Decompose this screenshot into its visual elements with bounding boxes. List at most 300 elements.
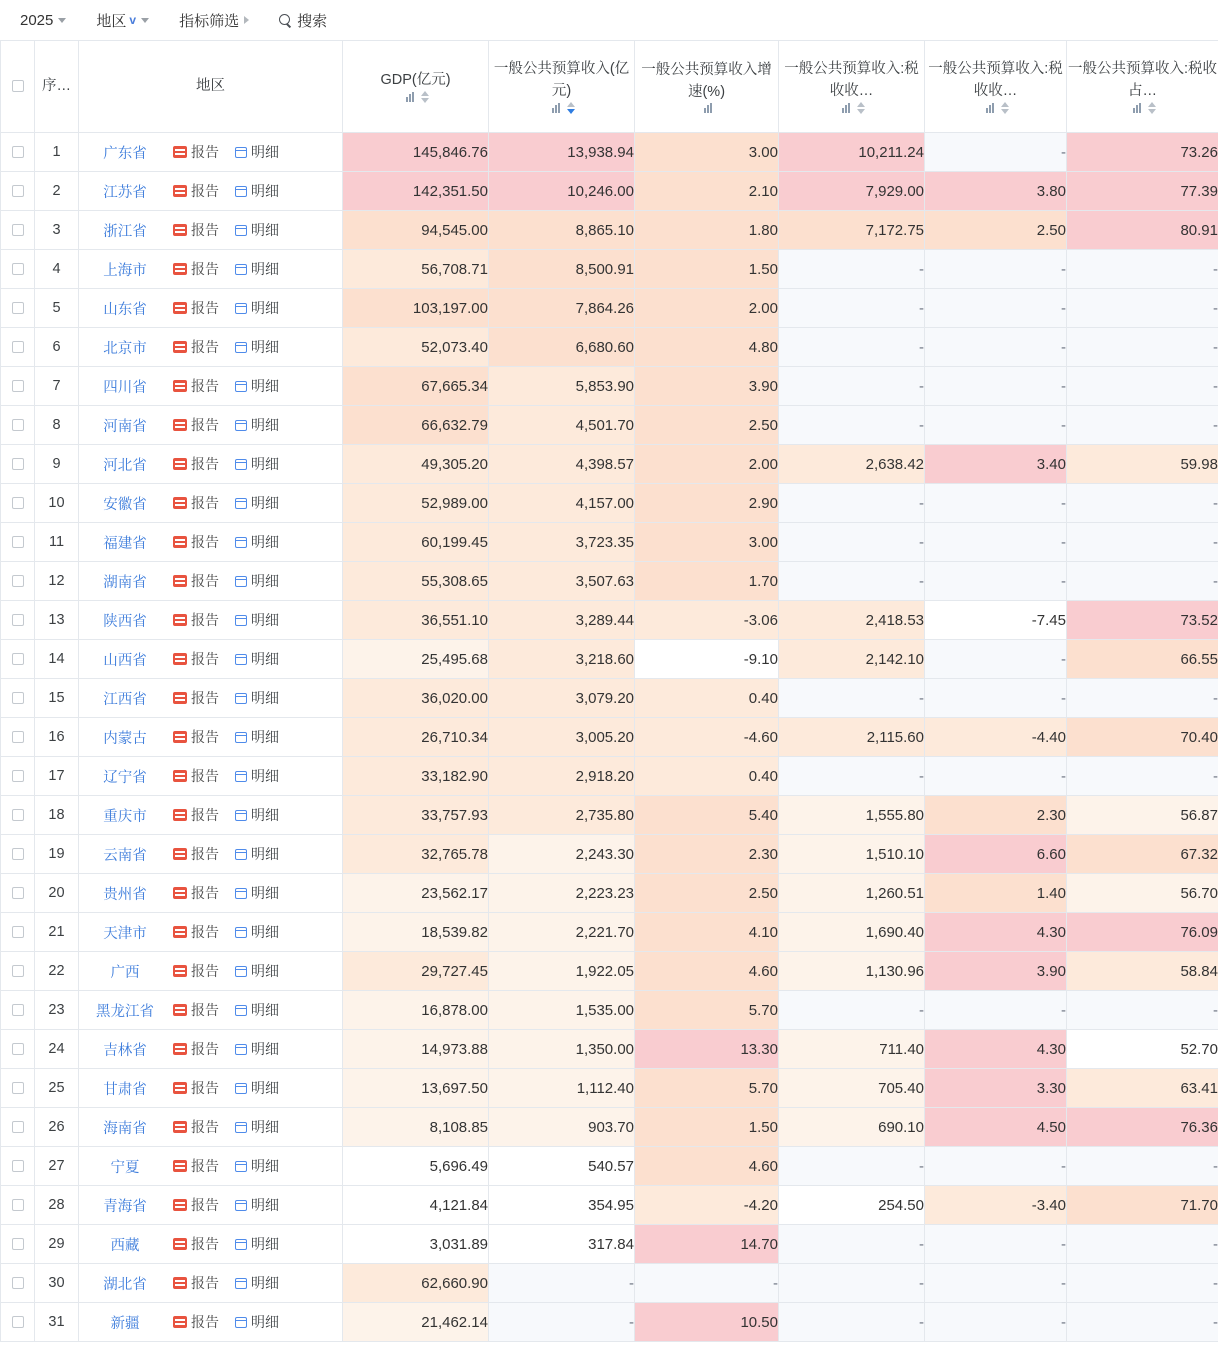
table-row[interactable] [1,250,1218,289]
checkbox-icon[interactable] [12,224,24,236]
table-row[interactable] [1,796,1218,835]
detail-label: 明细 [251,573,279,589]
row-checkbox-cell[interactable] [1,1186,35,1225]
detail-link[interactable] [235,415,279,435]
report-link[interactable] [173,922,219,942]
table-row[interactable] [1,757,1218,796]
gdp-cell: 8,108.85 [343,1108,489,1147]
report-link[interactable] [173,844,219,864]
checkbox-icon[interactable] [12,731,24,743]
table-row[interactable] [1,523,1218,562]
report-link[interactable] [173,220,219,240]
table-row[interactable] [1,913,1218,952]
detail-link[interactable] [235,493,279,513]
detail-label: 明细 [251,885,279,901]
detail-link[interactable] [235,805,279,825]
report-link[interactable] [173,883,219,903]
table-row[interactable] [1,952,1218,991]
tax-share-cell: 77.39 [1067,172,1218,211]
sheet-icon [235,615,247,626]
growth-cell: 10.50 [635,1303,779,1342]
report-link[interactable] [173,1312,219,1332]
row-index: 7 [35,367,79,406]
table-row[interactable] [1,211,1218,250]
report-link[interactable] [173,298,219,318]
region-selector[interactable] [90,7,155,34]
table-row[interactable] [1,874,1218,913]
search-button[interactable] [273,7,333,34]
row-checkbox-cell[interactable] [1,172,35,211]
detail-link[interactable] [235,727,279,747]
region-cell [79,484,343,523]
row-checkbox-cell[interactable] [1,757,35,796]
detail-link[interactable] [235,1156,279,1176]
checkbox-icon[interactable] [12,185,24,197]
growth-cell: 5.70 [635,991,779,1030]
region-link[interactable]: 福建省 [103,535,147,552]
sheet-icon [235,654,247,665]
detail-label: 明细 [251,261,279,277]
report-link[interactable] [173,1039,219,1059]
bar-chart-icon[interactable] [986,103,994,113]
table-row[interactable] [1,601,1218,640]
table-row[interactable] [1,172,1218,211]
row-checkbox-cell[interactable] [1,1147,35,1186]
revenue-cell: 13,938.94 [489,133,635,172]
gdp-cell: 36,551.10 [343,601,489,640]
checkbox-icon[interactable] [12,1043,24,1055]
growth-cell: 3.90 [635,367,779,406]
tax-growth-cell: -7.45 [925,601,1067,640]
row-checkbox-cell[interactable] [1,796,35,835]
region-link[interactable]: 安徽省 [103,496,147,513]
region-link[interactable]: 黑龙江省 [96,1003,154,1020]
header-tax-share[interactable] [1067,41,1218,133]
detail-link[interactable] [235,1039,279,1059]
tax-revenue-cell: 690.10 [779,1108,925,1147]
report-link[interactable] [173,181,219,201]
gdp-cell: 49,305.20 [343,445,489,484]
table-row[interactable] [1,1030,1218,1069]
checkbox-icon[interactable] [12,380,24,392]
detail-link[interactable] [235,883,279,903]
revenue-cell: 354.95 [489,1186,635,1225]
tax-revenue-cell: - [779,1225,925,1264]
region-cell [79,133,343,172]
gdp-cell: 94,545.00 [343,211,489,250]
growth-cell: 2.50 [635,406,779,445]
detail-link[interactable] [235,844,279,864]
row-checkbox-cell[interactable] [1,679,35,718]
report-link[interactable] [173,1195,219,1215]
table-row[interactable] [1,1303,1218,1342]
tax-revenue-cell: - [779,289,925,328]
tax-growth-cell: - [925,991,1067,1030]
region-link[interactable]: 重庆市 [103,808,147,825]
growth-cell: 2.30 [635,835,779,874]
table-row[interactable] [1,718,1218,757]
bar-chart-icon[interactable] [1133,103,1141,113]
gdp-cell: 66,632.79 [343,406,489,445]
revenue-cell: 8,500.91 [489,250,635,289]
pdf-icon [173,1121,187,1133]
table-row[interactable] [1,1225,1218,1264]
region-link[interactable]: 甘肃省 [103,1081,147,1098]
header-select-all[interactable] [1,41,35,133]
region-cell [79,640,343,679]
region-link[interactable]: 河北省 [103,457,147,474]
table-row[interactable] [1,1147,1218,1186]
region-link[interactable]: 吉林省 [103,1042,147,1059]
region-link[interactable]: 四川省 [103,379,147,396]
row-index: 13 [35,601,79,640]
revenue-cell: 7,864.26 [489,289,635,328]
row-checkbox-cell[interactable] [1,1225,35,1264]
detail-link[interactable] [235,1117,279,1137]
tax-growth-cell: - [925,757,1067,796]
report-link[interactable] [173,1000,219,1020]
checkbox-icon[interactable] [12,146,24,158]
detail-link[interactable] [235,610,279,630]
report-link[interactable] [173,961,219,981]
growth-cell: 2.00 [635,445,779,484]
bar-chart-icon[interactable] [842,103,850,113]
header-gdp[interactable] [343,41,489,133]
detail-link[interactable] [235,220,279,240]
table-row[interactable] [1,289,1218,328]
checkbox-icon[interactable] [12,575,24,587]
checkbox-icon[interactable] [12,926,24,938]
row-checkbox-cell[interactable] [1,406,35,445]
sheet-icon [235,147,247,158]
report-label: 报告 [191,339,219,355]
detail-link[interactable] [235,649,279,669]
tax-share-cell: - [1067,328,1218,367]
sort-toggle[interactable] [421,91,429,103]
sort-toggle[interactable] [1001,102,1009,114]
region-link[interactable]: 内蒙古 [103,730,147,747]
pdf-icon [173,1277,187,1289]
row-checkbox-cell[interactable] [1,952,35,991]
tax-growth-cell: 3.40 [925,445,1067,484]
indicator-filter[interactable] [173,7,255,34]
row-index: 25 [35,1069,79,1108]
report-link[interactable] [173,1156,219,1176]
row-checkbox-cell[interactable] [1,250,35,289]
region-link[interactable]: 广西 [110,964,140,981]
tax-share-cell: 73.26 [1067,133,1218,172]
report-label: 报告 [191,261,219,277]
report-link[interactable] [173,376,219,396]
gdp-cell: 32,765.78 [343,835,489,874]
checkbox-icon[interactable] [12,1316,24,1328]
table-row[interactable] [1,406,1218,445]
row-checkbox-cell[interactable] [1,640,35,679]
table-row[interactable] [1,640,1218,679]
sort-toggle-active[interactable] [567,102,575,114]
region-link[interactable]: 贵州省 [103,886,147,903]
report-label: 报告 [191,1197,219,1213]
region-link[interactable]: 青海省 [103,1198,147,1215]
detail-link[interactable] [235,142,279,162]
header-growth[interactable] [635,41,779,133]
region-cell [79,601,343,640]
detail-link[interactable] [235,766,279,786]
detail-link[interactable] [235,454,279,474]
header-tax-revenue-label: 一般公共预算收入:税收收… [784,61,919,99]
checkbox-icon[interactable] [12,1082,24,1094]
checkbox-icon[interactable] [12,965,24,977]
detail-link[interactable] [235,1000,279,1020]
header-revenue[interactable] [489,41,635,133]
report-link[interactable] [173,259,219,279]
checkbox-icon[interactable] [12,458,24,470]
region-link[interactable]: 辽宁省 [103,769,147,786]
row-checkbox-cell[interactable] [1,1303,35,1342]
table-row[interactable] [1,991,1218,1030]
sort-toggle[interactable] [1148,102,1156,114]
row-checkbox-cell[interactable] [1,328,35,367]
row-index: 15 [35,679,79,718]
checkbox-icon[interactable] [12,1121,24,1133]
gdp-cell: 29,727.45 [343,952,489,991]
bar-chart-icon[interactable] [552,103,560,113]
detail-link[interactable] [235,1273,279,1293]
revenue-cell: 1,922.05 [489,952,635,991]
report-link[interactable] [173,415,219,435]
region-link[interactable]: 西藏 [110,1237,140,1254]
region-cell [79,328,343,367]
row-checkbox-cell[interactable] [1,1108,35,1147]
table-row[interactable] [1,484,1218,523]
region-link[interactable]: 上海市 [103,262,147,279]
checkbox-icon[interactable] [12,497,24,509]
report-link[interactable] [173,532,219,552]
region-link[interactable]: 山西省 [103,652,147,669]
bar-chart-icon[interactable] [704,103,712,113]
year-selector[interactable] [14,9,72,32]
chevron-down-icon [141,18,149,23]
checkbox-icon[interactable] [12,341,24,353]
header-tax-growth[interactable] [925,41,1067,133]
checkbox-icon[interactable] [12,419,24,431]
table-row[interactable] [1,367,1218,406]
row-checkbox-cell[interactable] [1,601,35,640]
tax-growth-cell: -4.40 [925,718,1067,757]
bar-chart-icon[interactable] [406,92,414,102]
detail-link[interactable] [235,1195,279,1215]
table-row[interactable] [1,445,1218,484]
row-checkbox-cell[interactable] [1,133,35,172]
report-link[interactable] [173,1117,219,1137]
checkbox-icon[interactable] [12,770,24,782]
region-link[interactable]: 新疆 [110,1315,140,1332]
region-link[interactable]: 江苏省 [103,184,147,201]
tax-revenue-cell: - [779,562,925,601]
row-checkbox-cell[interactable] [1,1069,35,1108]
row-checkbox-cell[interactable] [1,211,35,250]
checkbox-icon[interactable] [12,614,24,626]
sheet-icon [235,1278,247,1289]
row-checkbox-cell[interactable] [1,1264,35,1303]
table-row[interactable] [1,562,1218,601]
growth-cell: 1.80 [635,211,779,250]
region-link[interactable]: 山东省 [103,301,147,318]
row-checkbox-cell[interactable] [1,289,35,328]
pdf-icon [173,185,187,197]
checkbox-icon[interactable] [12,263,24,275]
report-link[interactable] [173,727,219,747]
revenue-cell: 8,865.10 [489,211,635,250]
table-row[interactable] [1,835,1218,874]
row-checkbox-cell[interactable] [1,523,35,562]
row-index: 26 [35,1108,79,1147]
region-link[interactable]: 湖南省 [103,574,147,591]
row-checkbox-cell[interactable] [1,1030,35,1069]
gdp-cell: 56,708.71 [343,250,489,289]
detail-label: 明细 [251,1158,279,1174]
region-link[interactable]: 江西省 [103,691,147,708]
row-index: 8 [35,406,79,445]
region-link[interactable]: 陕西省 [103,613,147,630]
search-label: 搜索 [297,12,328,30]
revenue-cell: 3,507.63 [489,562,635,601]
tax-growth-cell: - [925,562,1067,601]
checkbox-icon[interactable] [12,653,24,665]
row-checkbox-cell[interactable] [1,562,35,601]
row-checkbox-cell[interactable] [1,991,35,1030]
table-row[interactable] [1,133,1218,172]
report-label: 报告 [191,651,219,667]
region-v-icon: v [129,13,137,27]
row-checkbox-cell[interactable] [1,835,35,874]
row-checkbox-cell[interactable] [1,874,35,913]
report-link[interactable] [173,1078,219,1098]
report-label: 报告 [191,300,219,316]
region-link[interactable]: 广东省 [103,145,147,162]
checkbox-icon[interactable] [12,809,24,821]
row-checkbox-cell[interactable] [1,484,35,523]
checkbox-icon[interactable] [12,1238,24,1250]
detail-link[interactable] [235,376,279,396]
detail-link[interactable] [235,571,279,591]
checkbox-icon[interactable] [12,692,24,704]
region-link[interactable]: 海南省 [103,1120,147,1137]
report-link[interactable] [173,571,219,591]
region-link[interactable]: 天津市 [103,925,147,942]
checkbox-icon[interactable] [12,848,24,860]
detail-link[interactable] [235,688,279,708]
checkbox-icon[interactable] [12,1004,24,1016]
region-link[interactable]: 河南省 [103,418,147,435]
detail-link[interactable] [235,259,279,279]
report-label: 报告 [191,690,219,706]
detail-label: 明细 [251,1197,279,1213]
report-link[interactable] [173,337,219,357]
report-link[interactable] [173,493,219,513]
growth-cell: 4.10 [635,913,779,952]
detail-link[interactable] [235,922,279,942]
report-link[interactable] [173,454,219,474]
checkbox-icon[interactable] [12,302,24,314]
report-label: 报告 [191,495,219,511]
row-checkbox-cell[interactable] [1,913,35,952]
table-row[interactable] [1,1264,1218,1303]
report-link[interactable] [173,142,219,162]
tax-share-cell: - [1067,1147,1218,1186]
row-index: 11 [35,523,79,562]
checkbox-icon[interactable] [12,1160,24,1172]
detail-link[interactable] [235,1234,279,1254]
report-link[interactable] [173,610,219,630]
checkbox-icon[interactable] [12,80,24,92]
tax-revenue-cell: - [779,679,925,718]
table-row[interactable] [1,1186,1218,1225]
tax-revenue-cell: 1,510.10 [779,835,925,874]
region-link[interactable]: 云南省 [103,847,147,864]
checkbox-icon[interactable] [12,887,24,899]
region-cell [79,250,343,289]
table-row[interactable] [1,679,1218,718]
region-link[interactable]: 湖北省 [103,1276,147,1293]
growth-cell: 4.80 [635,328,779,367]
report-link[interactable] [173,1234,219,1254]
growth-cell: 0.40 [635,679,779,718]
header-tax-revenue[interactable] [779,41,925,133]
detail-link[interactable] [235,337,279,357]
sheet-icon [235,342,247,353]
pdf-icon [173,1199,187,1211]
region-link[interactable]: 宁夏 [110,1159,140,1176]
tax-share-cell: - [1067,1264,1218,1303]
gdp-cell: 3,031.89 [343,1225,489,1264]
sheet-icon [235,1239,247,1250]
detail-link[interactable] [235,1078,279,1098]
detail-link[interactable] [235,961,279,981]
table-row[interactable] [1,328,1218,367]
report-label: 报告 [191,417,219,433]
region-cell [79,952,343,991]
row-checkbox-cell[interactable] [1,367,35,406]
report-link[interactable] [173,766,219,786]
table-row[interactable] [1,1108,1218,1147]
report-link[interactable] [173,805,219,825]
growth-cell: 2.10 [635,172,779,211]
detail-link[interactable] [235,1312,279,1332]
checkbox-icon[interactable] [12,1199,24,1211]
tax-revenue-cell: - [779,991,925,1030]
tax-growth-cell: - [925,1147,1067,1186]
growth-cell: 2.50 [635,874,779,913]
row-checkbox-cell[interactable] [1,718,35,757]
region-link[interactable]: 北京市 [103,340,147,357]
pdf-icon [173,302,187,314]
region-link[interactable]: 浙江省 [103,223,147,240]
checkbox-icon[interactable] [12,536,24,548]
report-link[interactable] [173,649,219,669]
checkbox-icon[interactable] [12,1277,24,1289]
detail-link[interactable] [235,532,279,552]
gdp-cell: 52,073.40 [343,328,489,367]
detail-link[interactable] [235,298,279,318]
detail-link[interactable] [235,181,279,201]
table-row[interactable] [1,1069,1218,1108]
report-link[interactable] [173,688,219,708]
sort-toggle[interactable] [857,102,865,114]
detail-label: 明细 [251,456,279,472]
report-link[interactable] [173,1273,219,1293]
row-checkbox-cell[interactable] [1,445,35,484]
